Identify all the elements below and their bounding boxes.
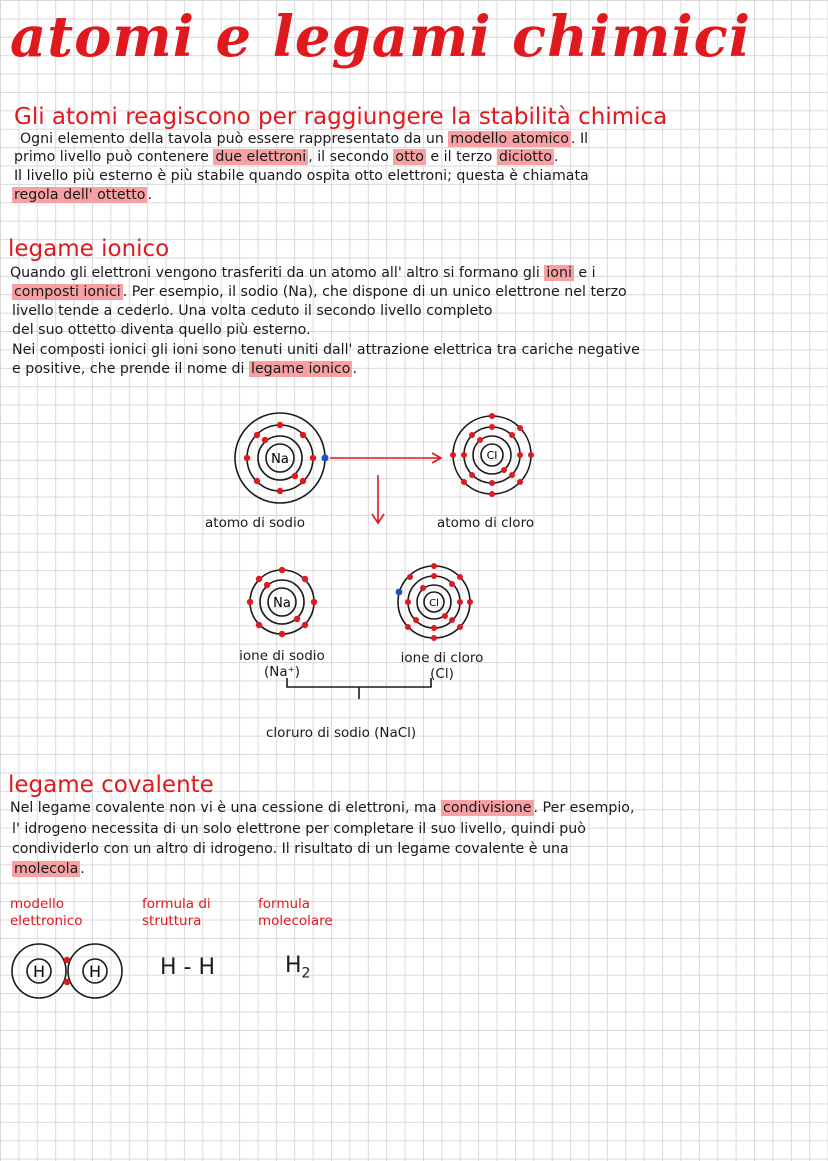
highlight: ioni [546,265,572,281]
paragraph-covalent-line-2: l' idrogeno necessita di un solo elettrone per completare il suo livello, quindi può [12,821,586,837]
chlorine-ion [396,563,473,641]
electron [517,452,523,458]
label-chlorine-atom: atomo di cloro [437,515,535,531]
label-sodium-ion: ione di sodio (Na⁺) [239,648,325,680]
highlight: composti ionici [14,284,121,300]
label-sodium-chloride: cloruro di sodio (NaCl) [266,725,417,741]
na-ion-symbol: Na [273,596,291,611]
page-title: atomi e legami chimici [10,4,752,70]
electron [467,599,473,605]
paragraph-covalent-line-3: condividerlo con un altro di idrogeno. Il risultato di un legame covalente è una [12,841,569,857]
paragraph-covalent-line-1: Nel legame covalente non vi è una cessione di elettroni, ma condivisione . Per esempio, [10,800,635,816]
sodium-ion [247,567,317,637]
label-chlorine-ion: ione di cloro (Cl) [400,650,484,682]
electron [461,479,467,485]
sodium-atom [235,413,329,503]
electron [528,452,534,458]
electron [277,488,283,494]
electron [469,432,475,438]
electron [407,574,413,580]
electron [431,563,437,569]
received-electron [396,589,403,596]
molecular-formula: $H_2$ [285,953,311,982]
electron [405,624,411,630]
highlight: otto [395,149,424,165]
highlight: diciotto [498,149,553,165]
electron [420,585,426,591]
electron [489,491,495,497]
label-molecular-formula: formula molecolare [258,896,333,929]
paragraph-stability-line-2: primo livello può contenere due elettroni , il secondo otto e il terzo diciotto . [14,149,559,165]
electron [431,573,437,579]
electron [254,432,260,438]
electron [457,574,463,580]
label-sodium-atom: atomo di sodio [205,515,306,531]
electron [279,631,285,637]
electron [294,616,300,622]
electron [489,413,495,419]
electron [489,480,495,486]
electron [449,581,455,587]
paragraph-stability-line-1: Ogni elemento della tavola può essere rappresentato da un modello atomico . Il [20,131,589,147]
electron [256,622,262,628]
electron [310,455,316,461]
cl-symbol: Cl [486,449,498,462]
paragraph-ionic-line-3: livello tende a cederlo. Una volta ceduto il secondo livello completo [12,303,493,319]
electron [244,455,250,461]
electron [254,478,260,484]
electron [489,424,495,430]
shared-electron [64,957,70,963]
paragraph-stability-line-3: Il livello più esterno è più stabile quando ospita otto elettroni; questa è chiamata [14,168,589,184]
highlight: due elettroni [215,149,307,165]
paragraph-covalent-line-4: molecola . [14,861,85,877]
paragraph-ionic-line-5: Nei composti ionici gli ioni sono tenuti uniti dall' attrazione elettrica tra cariche negative [12,342,640,358]
electron [457,599,463,605]
paragraph-ionic-line-2: composti ionici . Per esempio, il sodio (Na), che dispone di un unico elettrone nel terzo [14,284,627,300]
electron [300,478,306,484]
h-symbol-left: H [32,962,46,981]
electron [300,432,306,438]
electron [302,576,308,582]
electron [442,613,448,619]
na-symbol: Na [271,452,289,467]
electron [413,617,419,623]
electron [457,624,463,630]
paragraph-ionic-line-6: e positive, che prende il nome di legame ionico . [12,361,357,377]
electron [292,473,298,479]
electron [501,467,507,473]
h-symbol-right: H [88,962,102,981]
cl-ion-symbol: Cl [429,598,439,609]
electron [431,635,437,641]
highlight: regola dell' ottetto [14,187,146,203]
paragraph-ionic-line-4: del suo ottetto diventa quello più esterno. [12,322,311,338]
hydrogen-molecule-model [0,935,140,1005]
label-electronic-model: modello elettronico [10,896,83,929]
electron [264,582,270,588]
paragraph-stability-line-4: regola dell' ottetto . [14,187,152,203]
electron [256,576,262,582]
electron [449,617,455,623]
electron [311,599,317,605]
highlight: condivisione [443,800,532,816]
electron [247,599,253,605]
electron [469,472,475,478]
transferred-electron [321,454,328,461]
electron [509,472,515,478]
section-heading-covalent: legame covalente [8,772,214,798]
electron [262,437,268,443]
paragraph-ionic-line-1: Quando gli elettroni vengono trasferiti da un atomo all' altro si formano gli ioni e i [10,265,596,281]
electron [302,622,308,628]
section-heading-ionic: legame ionico [8,236,170,262]
chlorine-atom [450,413,534,497]
highlight: molecola [14,861,79,877]
electron [461,452,467,458]
electron [517,425,523,431]
label-structural-formula: formula di struttura [142,896,211,929]
highlight: modello atomico [450,131,569,147]
shared-electron [64,979,70,985]
electron [405,599,411,605]
electron [277,422,283,428]
section-heading-stability: Gli atomi reagiscono per raggiungere la stabilità chimica [14,104,668,130]
electron [431,625,437,631]
structural-formula: H - H [160,955,216,980]
electron [517,479,523,485]
electron [279,567,285,573]
electron [477,437,483,443]
highlight: legame ionico [251,361,351,377]
electron [509,432,515,438]
electron [450,452,456,458]
